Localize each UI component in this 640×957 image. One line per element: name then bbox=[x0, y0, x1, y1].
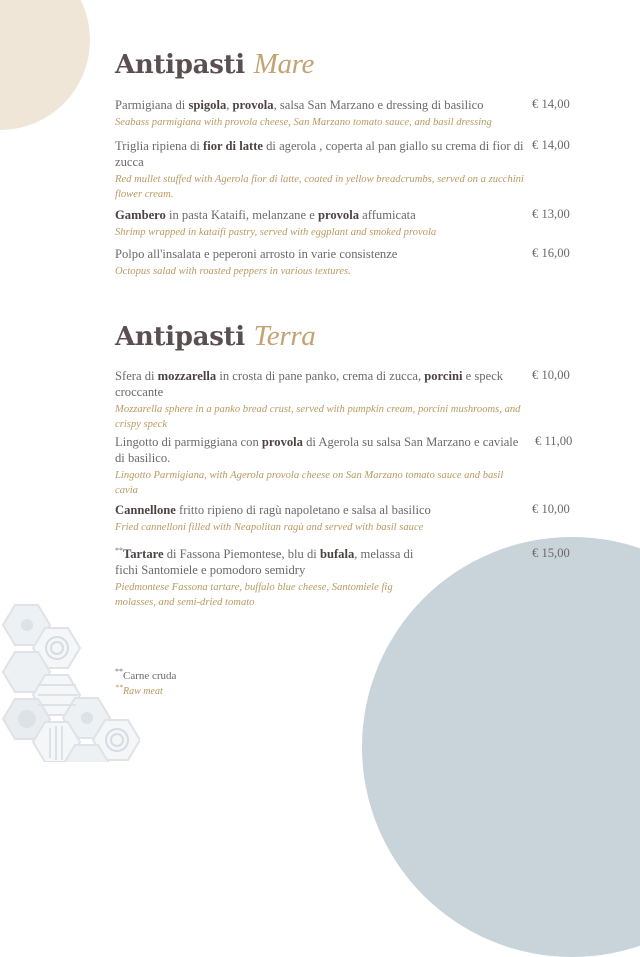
item-english-description: Seabass parmigiana with provola cheese, San Marzano tomato sauce, and basil dressing bbox=[115, 117, 492, 128]
item-price: € 10,00 bbox=[532, 368, 570, 382]
item-english-description: Fried cannelloni filled with Neapolitan ragù and served with basil sauce bbox=[115, 522, 424, 533]
item-italian-description: Sfera di mozzarella in crosta di pane panko, crema di zucca, porcini e speck croccante bbox=[115, 369, 504, 399]
item-italian-description: **Tartare di Fassona Piemontese, blu di bufala, melassa di fichi Santomiele e pomodoro semidry bbox=[115, 546, 414, 577]
item-price: € 16,00 bbox=[532, 246, 570, 260]
menu-item bbox=[115, 368, 525, 432]
item-price: € 11,00 bbox=[535, 434, 573, 448]
section-title-accent: Mare bbox=[253, 48, 315, 80]
item-english-description: Mozzarella sphere in a panko bread crust, served with pumpkin cream, porcini mushrooms, and crispy speck bbox=[115, 404, 521, 430]
menu-item bbox=[115, 502, 525, 535]
item-english-description: Lingotto Parmigiana, with Agerola provola cheese on San Marzano tomato sauce and basil cavia bbox=[115, 470, 504, 496]
footnote-english: **Raw meat bbox=[115, 683, 163, 697]
menu-item bbox=[115, 546, 415, 610]
footnote-italian: **Carne cruda bbox=[115, 667, 177, 682]
item-price: € 10,00 bbox=[532, 502, 570, 516]
menu-item bbox=[115, 97, 525, 130]
item-italian-description: Cannellone fritto ripieno di ragù napoletano e salsa al basilico bbox=[115, 503, 431, 517]
item-english-description: Red mullet stuffed with Agerola fior di latte, coated in yellow breadcrumbs, served on a zucchini flower cream. bbox=[115, 174, 524, 200]
item-italian-description: Gambero in pasta Kataifi, melanzane e provola affumicata bbox=[115, 208, 416, 222]
item-price: € 14,00 bbox=[532, 138, 570, 152]
item-italian-description: Parmigiana di spigola, provola, salsa San Marzano e dressing di basilico bbox=[115, 98, 484, 112]
section-title-mare bbox=[115, 48, 314, 81]
menu-item bbox=[115, 246, 525, 279]
item-italian-description: Polpo all'insalata e peperoni arrosto in varie consistenze bbox=[115, 247, 398, 261]
section-title-main: Antipasti bbox=[115, 50, 245, 80]
item-price: € 13,00 bbox=[532, 207, 570, 221]
menu-item bbox=[115, 207, 525, 240]
raw-meat-marker: ** bbox=[115, 546, 123, 555]
decorative-beige-circle bbox=[0, 0, 90, 130]
section-title-accent: Terra bbox=[253, 320, 316, 352]
section-title-terra bbox=[115, 320, 316, 353]
item-italian-description: Lingotto di parmiggiana con provola di Agerola su salsa San Marzano e caviale di basilico. bbox=[115, 435, 519, 465]
section-title-main: Antipasti bbox=[115, 322, 245, 352]
item-english-description: Piedmontese Fassona tartare, buffalo blue cheese, Santomiele fig molasses, and semi-dried tomato bbox=[115, 582, 393, 608]
item-english-description: Shrimp wrapped in kataifi pastry, served with eggplant and smoked provola bbox=[115, 227, 437, 238]
item-price: € 14,00 bbox=[532, 97, 570, 111]
item-english-description: Octopus salad with roasted peppers in various textures. bbox=[115, 266, 351, 277]
item-price: € 15,00 bbox=[532, 546, 570, 560]
menu-item bbox=[115, 434, 525, 498]
menu-item bbox=[115, 138, 525, 202]
item-italian-description: Triglia ripiena di fior di latte di agerola , coperta al pan giallo su crema di fior di zucca bbox=[115, 139, 524, 169]
